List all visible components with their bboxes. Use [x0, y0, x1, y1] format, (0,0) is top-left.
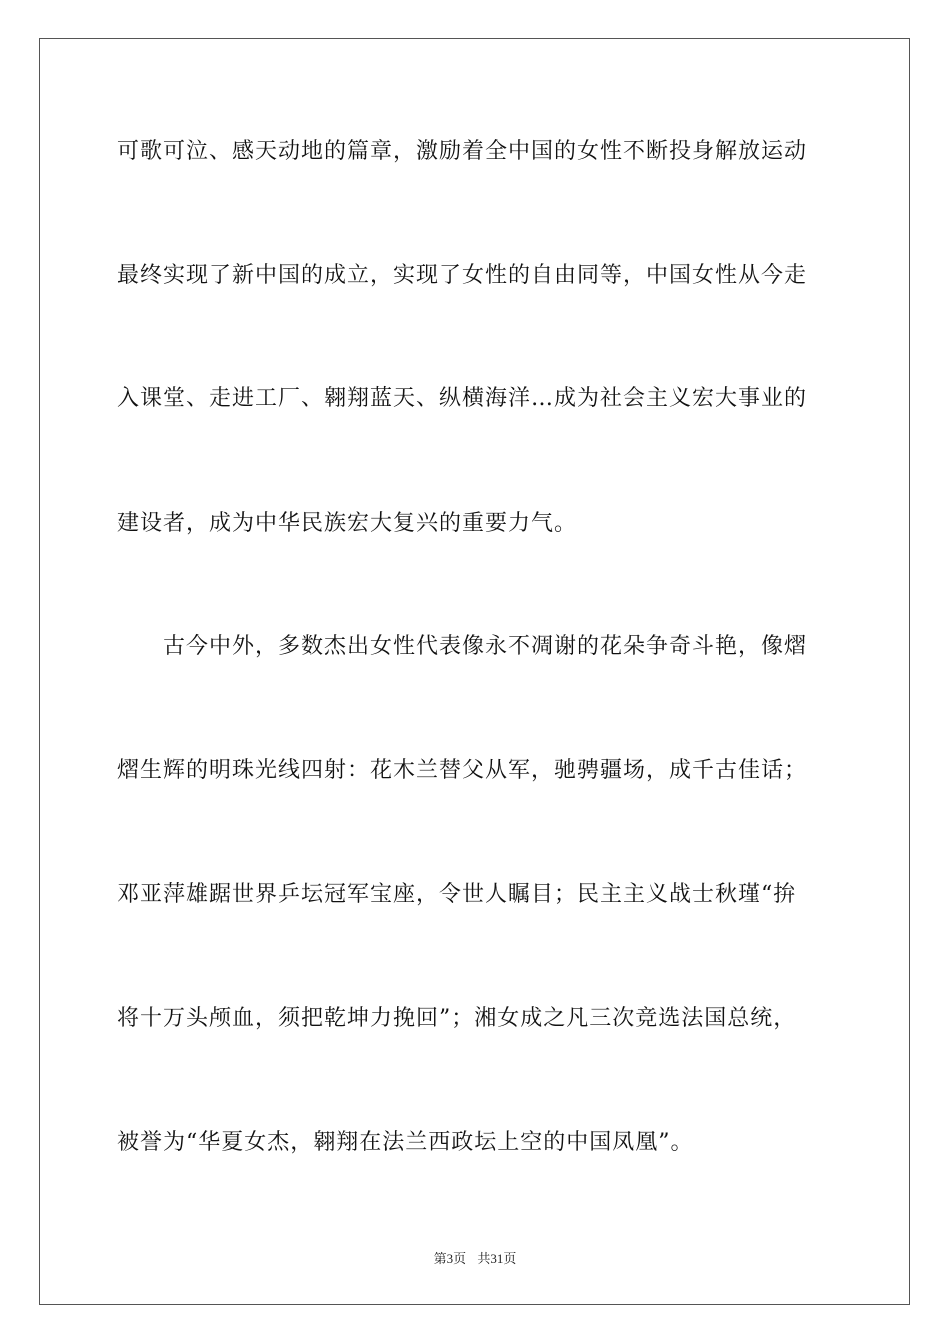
text-line: 熠生辉的明珠光线四射：花木兰替父从军，驰骋疆场，成千古佳话；: [117, 758, 808, 783]
text-line: 将十万头颅血，须把乾坤力挽回”；湘女成之凡三次竞选法国总统，: [117, 1006, 797, 1031]
text-line: 邓亚萍雄踞世界乒坛冠军宝座，令世人瞩目；民主主义战士秋瑾“拚: [117, 882, 797, 907]
text-line: 被誉为“华夏女杰，翱翔在法兰西政坛上空的中国凤凰”。: [117, 1130, 694, 1155]
text-line: 入课堂、走进工厂、翱翔蓝天、纵横海洋…成为社会主义宏大事业的: [117, 386, 808, 411]
text-line: 最终实现了新中国的成立，实现了女性的自由同等，中国女性从今走: [117, 263, 808, 288]
page-frame: [39, 38, 910, 1305]
text-line: 建设者，成为中华民族宏大复兴的重要力气。: [117, 511, 578, 536]
text-line: 可歌可泣、感天动地的篇章，激励着全中国的女性不断投身解放运动: [117, 139, 808, 164]
text-line: 古今中外，多数杰出女性代表像永不凋谢的花朵争奇斗艳，像熠: [163, 634, 808, 659]
total-pages: 共31页: [477, 1251, 517, 1266]
page-number: 第3页: [433, 1251, 467, 1266]
page-footer: [0, 1248, 950, 1267]
